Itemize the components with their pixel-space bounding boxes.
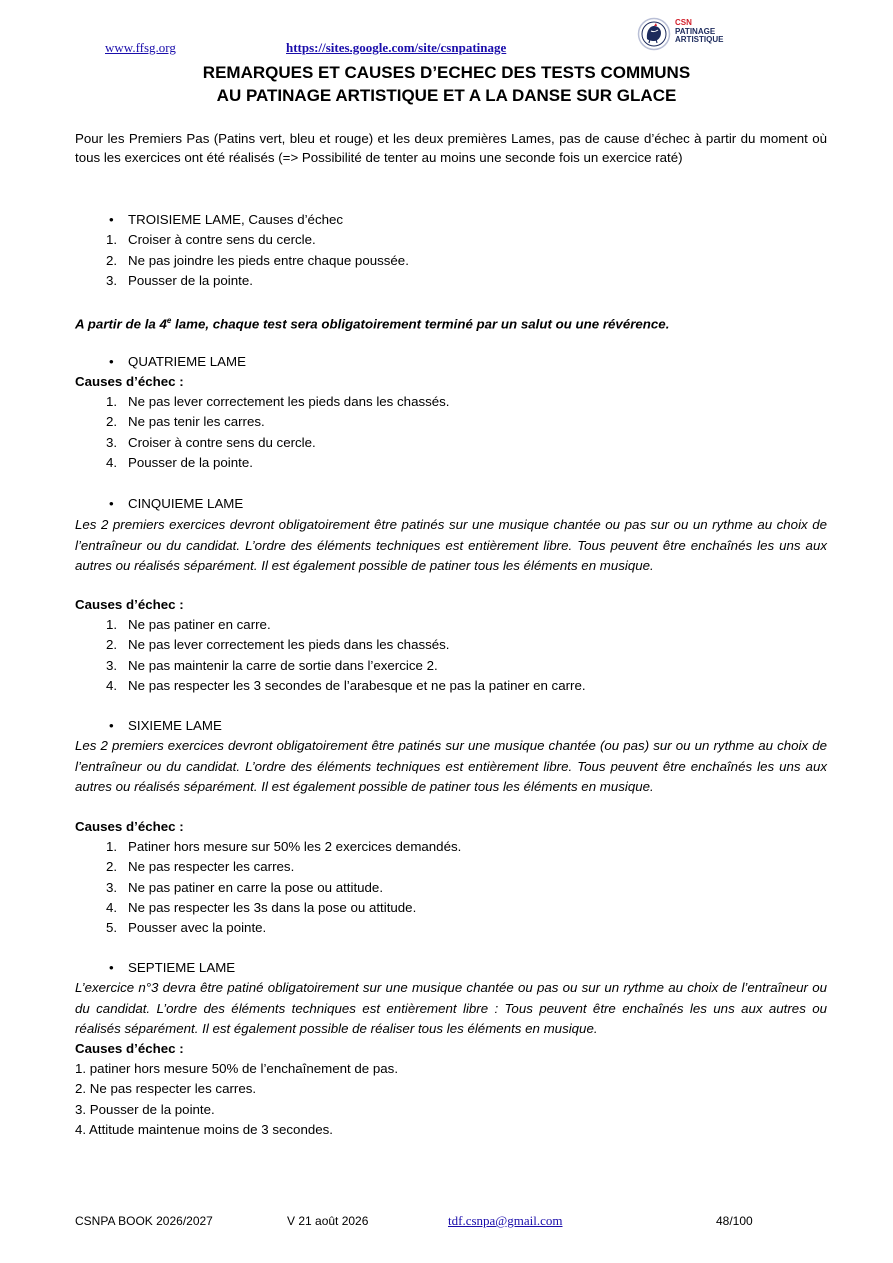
list-item: 2. Ne pas joindre les pieds entre chaque poussée.: [106, 253, 409, 268]
list-item: 4. Pousser de la pointe.: [106, 455, 253, 470]
logo-line-artistique: ARTISTIQUE: [675, 35, 724, 44]
logo-line-csn: CSN: [675, 18, 692, 27]
list-item-text: Ne pas respecter les carres.: [128, 859, 295, 874]
list-item: 1. Ne pas patiner en carre.: [106, 617, 271, 632]
list-item: 1. Ne pas lever correctement les pieds dans les chassés.: [106, 394, 450, 409]
bullet-label: SEPTIEME LAME: [128, 960, 236, 975]
list-item: 3. Croiser à contre sens du cercle.: [106, 435, 316, 450]
logo-line-patinage: PATINAGE: [675, 26, 716, 36]
notice-after: lame, chaque test sera obligatoirement terminé par un salut ou une révérence.: [171, 316, 670, 332]
list-item: 2. Ne pas respecter les carres.: [75, 1081, 257, 1096]
list-item: 1. patiner hors mesure 50% de l’enchaînement de pas.: [75, 1061, 399, 1076]
bullet-label: CINQUIEME LAME: [128, 496, 244, 511]
causes-heading: Causes d’échec :: [75, 819, 184, 834]
list-item: 4. Ne pas respecter les 3 secondes de l’arabesque et ne pas la patiner en carre.: [106, 678, 586, 693]
footer-page-number: 48/100: [716, 1214, 753, 1228]
csn-logo: [637, 17, 747, 57]
list-item-text: Pousser avec la pointe.: [128, 920, 267, 935]
rooster-emblem-icon: [637, 17, 671, 51]
bullet-quatrieme: [103, 352, 246, 373]
bullet-septieme: [103, 958, 235, 979]
bullet-dot: •: [109, 354, 114, 369]
notice-before: A partir de la 4: [75, 316, 167, 332]
list-item-text: Pousser de la pointe.: [128, 273, 253, 288]
list-item: 3. Pousser de la pointe.: [75, 1102, 215, 1117]
footer-book: CSNPA BOOK 2026/2027: [75, 1214, 213, 1228]
footer-version: V 21 août 2026: [287, 1214, 369, 1228]
list-item: 3. Pousser de la pointe.: [106, 273, 253, 288]
list-item-text: Ne pas patiner en carre la pose ou attitude.: [128, 880, 384, 895]
bullet-dot: •: [109, 960, 114, 975]
cinquieme-description: Les 2 premiers exercices devront obligatoirement être patinés sur une musique chantée ou pas sur ou un rythme au choix de l’entraîneur ou du candidat. L’ordre des éléments techniques est entièrement libre. Tous peuvent être enchaînés les uns aux autres ou réalisés séparément. Il est également possible de patiner tous les éléments en musique.: [75, 517, 827, 573]
list-item-text: Ne pas tenir les carres.: [128, 414, 265, 429]
ffsg-link[interactable]: www.ffsg.org: [105, 40, 176, 55]
bullet-dot: •: [109, 212, 114, 227]
list-item: 2. Ne pas lever correctement les pieds dans les chassés.: [106, 637, 450, 652]
causes-heading: Causes d’échec :: [75, 597, 184, 612]
bullet-dot: •: [109, 496, 114, 511]
list-item-text: Ne pas respecter les 3 secondes de l’arabesque et ne pas la patiner en carre.: [128, 678, 586, 693]
list-item-text: Croiser à contre sens du cercle.: [128, 232, 316, 247]
list-item-text: Croiser à contre sens du cercle.: [128, 435, 316, 450]
list-item: 3. Ne pas patiner en carre la pose ou attitude.: [106, 880, 384, 895]
list-item: 1. Croiser à contre sens du cercle.: [106, 232, 316, 247]
list-item: 2. Ne pas respecter les carres.: [106, 859, 295, 874]
logo-text: [675, 19, 723, 45]
list-item: 3. Ne pas maintenir la carre de sortie dans l’exercice 2.: [106, 658, 438, 673]
causes-heading: Causes d’échec :: [75, 374, 184, 389]
page-title-line2: AU PATINAGE ARTISTIQUE ET A LA DANSE SUR GLACE: [216, 86, 677, 105]
list-item: 2. Ne pas tenir les carres.: [106, 414, 265, 429]
list-item-text: Ne pas respecter les 3s dans la pose ou attitude.: [128, 900, 417, 915]
sixieme-description: Les 2 premiers exercices devront obligatoirement être patinés sur une musique chantée (ou pas) sur ou un rythme au choix de l’entraîneur ou du candidat. L’ordre des éléments techniques est entièrement libre. Tous peuvent être enchaînés les uns aux autres ou réalisés séparément. Il est également possible de patiner tous les éléments en musique.: [75, 738, 827, 794]
bullet-label: QUATRIEME LAME: [128, 354, 246, 369]
list-item: 1. Patiner hors mesure sur 50% les 2 exercices demandés.: [106, 839, 462, 854]
csnpatinage-link[interactable]: https://sites.google.com/site/csnpatinage: [286, 40, 507, 55]
list-item-text: Patiner hors mesure sur 50% les 2 exercices demandés.: [128, 839, 462, 854]
page-title-line1: REMARQUES ET CAUSES D’ECHEC DES TESTS COMMUNS: [202, 63, 691, 82]
intro-paragraph: Pour les Premiers Pas (Patins vert, bleu et rouge) et les deux premières Lames, pas de cause d’échec à partir du moment où tous les exercices ont été réalisés (=> Possibilité de tenter au moins une seconde fois un exercice raté): [75, 131, 827, 165]
list-item: 4. Attitude maintenue moins de 3 secondes.: [75, 1122, 333, 1137]
notice-salut: [75, 311, 669, 335]
list-item-text: Ne pas joindre les pieds entre chaque poussée.: [128, 253, 409, 268]
bullet-label: TROISIEME LAME, Causes d’échec: [128, 212, 344, 227]
list-item-text: Ne pas patiner en carre.: [128, 617, 271, 632]
notice-sup: e: [166, 316, 172, 325]
bullet-troisieme: [103, 210, 343, 231]
list-item-text: Ne pas lever correctement les pieds dans les chassés.: [128, 394, 450, 409]
bullet-label: SIXIEME LAME: [128, 718, 222, 733]
list-item-text: Pousser de la pointe.: [128, 455, 253, 470]
list-item-text: Ne pas maintenir la carre de sortie dans l’exercice 2.: [128, 658, 438, 673]
footer-email-link[interactable]: tdf.csnpa@gmail.com: [448, 1213, 563, 1228]
list-item: 5. Pousser avec la pointe.: [106, 920, 267, 935]
septieme-description: L’exercice n°3 devra être patiné obligatoirement sur une musique chantée ou pas ou sur un rythme au choix de l’entraîneur ou du candidat. L’ordre des éléments techniques est entièrement libre : Tous peuvent être enchaînés les uns aux autres ou réalisés séparément. Il est également possible de réaliser tous les éléments en musique.: [75, 980, 827, 1036]
causes-heading: Causes d’échec :: [75, 1041, 184, 1056]
bullet-dot: •: [109, 718, 114, 733]
bullet-sixieme: [103, 716, 222, 737]
list-item: 4. Ne pas respecter les 3s dans la pose ou attitude.: [106, 900, 417, 915]
bullet-cinquieme: [103, 494, 243, 515]
list-item-text: Ne pas lever correctement les pieds dans les chassés.: [128, 637, 450, 652]
